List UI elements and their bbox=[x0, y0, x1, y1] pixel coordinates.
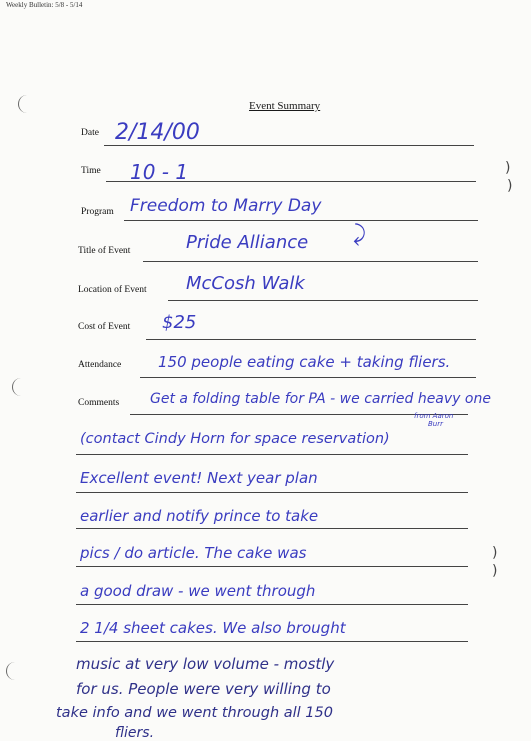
comment-line-3: Excellent event! Next year plan bbox=[80, 469, 318, 487]
hole-punch-mark-middle bbox=[12, 378, 23, 396]
comment-note-line-2: Burr bbox=[428, 419, 443, 428]
comment-line-2: (contact Cindy Horn for space reservation) bbox=[80, 431, 390, 447]
comments-line-2 bbox=[76, 454, 468, 455]
program-line bbox=[124, 220, 478, 221]
comment-line-8: music at very low volume - mostly bbox=[76, 655, 335, 673]
attendance-line bbox=[140, 377, 476, 378]
date-line bbox=[104, 145, 474, 146]
comment-line-6: a good draw - we went through bbox=[80, 582, 316, 600]
comment-line-11: fliers. bbox=[115, 725, 155, 741]
comments-line-3 bbox=[76, 492, 468, 493]
comments-line-7 bbox=[76, 641, 468, 642]
margin-bracket-bottom-1: ) bbox=[492, 545, 498, 561]
date-value: 2/14/00 bbox=[115, 120, 200, 145]
comment-line-4: earlier and notify prince to take bbox=[80, 507, 319, 525]
comments-label: Comments bbox=[78, 398, 120, 408]
cost-label: Cost of Event bbox=[78, 322, 131, 332]
comment-line-5: pics / do article. The cake was bbox=[80, 544, 307, 562]
location-label: Location of Event bbox=[78, 285, 147, 295]
bulletin-header: Weekly Bulletin: 5/8 - 5/14 bbox=[6, 1, 83, 9]
program-label: Program bbox=[81, 207, 114, 217]
title-of-event-value: Pride Alliance bbox=[186, 232, 309, 253]
comments-line-6 bbox=[76, 604, 468, 605]
margin-bracket-bottom-2: ) bbox=[492, 563, 498, 579]
cost-line bbox=[146, 339, 476, 340]
comments-line-5 bbox=[76, 566, 468, 567]
margin-bracket-top-2: ) bbox=[507, 178, 513, 194]
hole-punch-mark-bottom bbox=[6, 662, 17, 680]
form-title: Event Summary bbox=[249, 100, 321, 112]
cost-value: $25 bbox=[162, 312, 197, 333]
location-value: McCosh Walk bbox=[186, 273, 305, 294]
comment-line-10: take info and we went through all 150 bbox=[56, 705, 333, 721]
margin-bracket-top-1: ) bbox=[505, 160, 511, 176]
hole-punch-mark-top bbox=[18, 95, 29, 113]
program-value: Freedom to Marry Day bbox=[130, 196, 322, 216]
location-line bbox=[168, 300, 478, 301]
comment-note-line-1: from Aaron bbox=[414, 412, 454, 420]
comment-line-9: for us. People were very willing to bbox=[76, 680, 331, 698]
title-of-event-line bbox=[143, 261, 478, 262]
comment-line-1: Get a folding table for PA - we carried heavy one bbox=[150, 391, 491, 407]
title-of-event-label: Title of Event bbox=[78, 246, 131, 256]
time-value: 10 - 1 bbox=[130, 160, 189, 184]
comment-line-7: 2 1/4 sheet cakes. We also brought bbox=[80, 619, 346, 637]
attendance-value: 150 people eating cake + taking fliers. bbox=[158, 353, 451, 371]
comments-line-4 bbox=[76, 528, 468, 529]
arrow-mark: ⤸ bbox=[353, 222, 367, 247]
attendance-label: Attendance bbox=[78, 360, 122, 370]
date-label: Date bbox=[81, 128, 99, 138]
comment-note bbox=[414, 413, 453, 428]
time-label: Time bbox=[81, 166, 101, 176]
